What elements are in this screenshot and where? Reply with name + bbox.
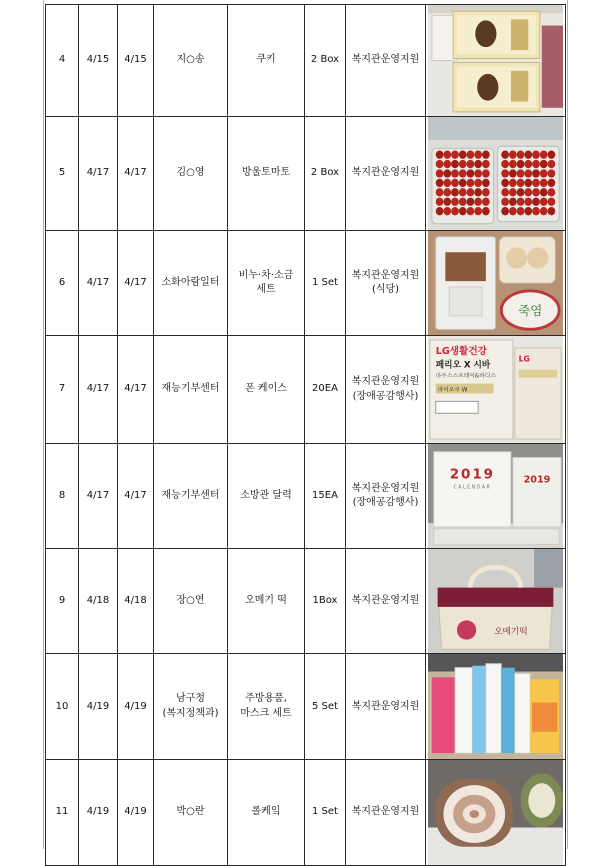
item-line: 소방관 달력 [240, 489, 292, 501]
usage-cell [346, 549, 426, 654]
processed-date-cell: 4/17 [118, 117, 154, 231]
donor-line: 소화아람일터 [161, 276, 220, 288]
donor-line: 남구청 [176, 693, 205, 705]
received-date-cell: 4/17 [79, 444, 118, 549]
processed-date-cell: 4/19 [118, 654, 154, 760]
quantity-cell: 5 Set [305, 654, 346, 760]
usage-cell [346, 231, 426, 336]
usage-line: (장애공감행사) [352, 497, 419, 509]
donor-cell [154, 231, 228, 336]
row-number-cell: 4 [46, 5, 79, 117]
donation-row [46, 654, 566, 760]
processed-date-cell: 4/17 [118, 336, 154, 444]
item-line: 오메기 떡 [245, 595, 287, 607]
donation-row [46, 760, 566, 865]
processed-date-cell: 4/17 [118, 231, 154, 336]
donor-line: 박○란 [176, 806, 205, 818]
item-line: 세트 [256, 284, 276, 296]
calendar-word-text: CALENDAR [453, 485, 492, 491]
row-number-cell: 5 [46, 117, 79, 231]
cookie-boxes-photo [428, 5, 563, 116]
usage-cell [346, 5, 426, 117]
photo-cell [426, 654, 566, 760]
item-cell [228, 654, 305, 760]
usage-cell [346, 654, 426, 760]
item-line: 주방용품, [245, 693, 287, 705]
item-line: 마스크 세트 [240, 707, 292, 719]
usage-line: 복지관운영지원 [351, 167, 420, 179]
lg-brand-text: LG생활건강 [435, 345, 487, 358]
usage-line: 복지관운영지원 [351, 54, 420, 66]
quantity-cell: 2 Box [305, 5, 346, 117]
quantity-cell: 1 Set [305, 231, 346, 336]
quantity-cell: 20EA [305, 336, 346, 444]
svg-text:2019: 2019 [523, 474, 551, 486]
rice-cake-bag-photo [428, 549, 563, 653]
kitchen-mask-set-photo [428, 654, 563, 759]
item-cell [228, 549, 305, 654]
received-date-cell: 4/17 [79, 336, 118, 444]
row-number-cell: 10 [46, 654, 79, 760]
lg-product-text: 페리오 X 시바 [435, 360, 491, 371]
quantity-cell: 2 Box [305, 117, 346, 231]
processed-date-cell: 4/17 [118, 444, 154, 549]
donor-cell [154, 549, 228, 654]
donation-row [46, 5, 566, 117]
donation-row [46, 444, 566, 549]
row-number-cell: 9 [46, 549, 79, 654]
row-number-cell: 6 [46, 231, 79, 336]
bag-print-text: 오메기떡 [494, 627, 528, 638]
usage-cell [346, 760, 426, 865]
donation-row [46, 231, 566, 336]
usage-cell [346, 444, 426, 549]
donor-cell [154, 444, 228, 549]
item-line: 쿠키 [256, 54, 276, 66]
donation-row [46, 336, 566, 444]
usage-line: (식당) [371, 284, 400, 296]
received-date-cell: 4/18 [79, 549, 118, 654]
donor-cell [154, 760, 228, 865]
donor-line: 김○영 [176, 167, 205, 179]
usage-line: (장애공감행사) [352, 390, 419, 402]
donor-cell [154, 5, 228, 117]
item-cell [228, 760, 305, 865]
item-cell [228, 336, 305, 444]
processed-date-cell: 4/15 [118, 5, 154, 117]
cherry-tomato-photo [428, 117, 563, 230]
item-cell [228, 117, 305, 231]
usage-line: 복지관운영지원 [351, 482, 420, 494]
received-date-cell: 4/19 [79, 760, 118, 865]
item-line: 비누·차·소금 [238, 269, 294, 281]
processed-date-cell: 4/19 [118, 760, 154, 865]
item-cell [228, 231, 305, 336]
donation-row [46, 117, 566, 231]
donor-cell [154, 654, 228, 760]
lg-set-text: 마이오쿠 W [437, 387, 468, 394]
donor-line: 장○연 [176, 595, 205, 607]
received-date-cell: 4/17 [79, 117, 118, 231]
item-line: 폰 케이스 [245, 383, 287, 395]
phone-case-boxes-photo [428, 336, 563, 443]
usage-line: 복지관운영지원 [351, 700, 420, 712]
photo-cell [426, 5, 566, 117]
salt-jar-label: 죽염 [518, 302, 543, 318]
donation-row [46, 549, 566, 654]
row-number-cell: 11 [46, 760, 79, 865]
item-cell [228, 5, 305, 117]
page-margin-rule-right [567, 0, 568, 849]
received-date-cell: 4/15 [79, 5, 118, 117]
donor-line: 재능기부센터 [161, 489, 220, 501]
usage-line: 복지관운영지원 [351, 376, 420, 388]
page-margin-rule-left [43, 0, 44, 849]
processed-date-cell: 4/18 [118, 549, 154, 654]
quantity-cell: 1 Set [305, 760, 346, 865]
photo-cell [426, 231, 566, 336]
quantity-cell: 15EA [305, 444, 346, 549]
lg-sub-text: 마우스스프레이&바디스 [435, 373, 497, 380]
photo-cell [426, 336, 566, 444]
usage-cell [346, 117, 426, 231]
donor-line: (복지정책과) [162, 707, 219, 719]
quantity-cell: 1Box [305, 549, 346, 654]
item-cell [228, 444, 305, 549]
photo-cell [426, 444, 566, 549]
usage-line: 복지관운영지원 [351, 269, 420, 281]
soap-tea-salt-set-photo [428, 231, 563, 335]
row-number-cell: 8 [46, 444, 79, 549]
photo-cell [426, 549, 566, 654]
donor-cell [154, 336, 228, 444]
item-line: 방울토마토 [241, 167, 291, 179]
donor-line: 지○송 [176, 54, 205, 66]
photo-cell [426, 760, 566, 865]
usage-line: 복지관운영지원 [351, 595, 420, 607]
item-line: 롤케잌 [251, 806, 281, 818]
calendar-year-text: 2019 [449, 466, 495, 483]
donor-line: 재능기부센터 [161, 383, 220, 395]
received-date-cell: 4/17 [79, 231, 118, 336]
calendar-photo [428, 444, 563, 548]
photo-cell [426, 117, 566, 231]
donation-table [45, 4, 566, 866]
usage-cell [346, 336, 426, 444]
received-date-cell: 4/19 [79, 654, 118, 760]
donor-cell [154, 117, 228, 231]
svg-text:LG: LG [518, 354, 530, 364]
row-number-cell: 7 [46, 336, 79, 444]
usage-line: 복지관운영지원 [351, 806, 420, 818]
